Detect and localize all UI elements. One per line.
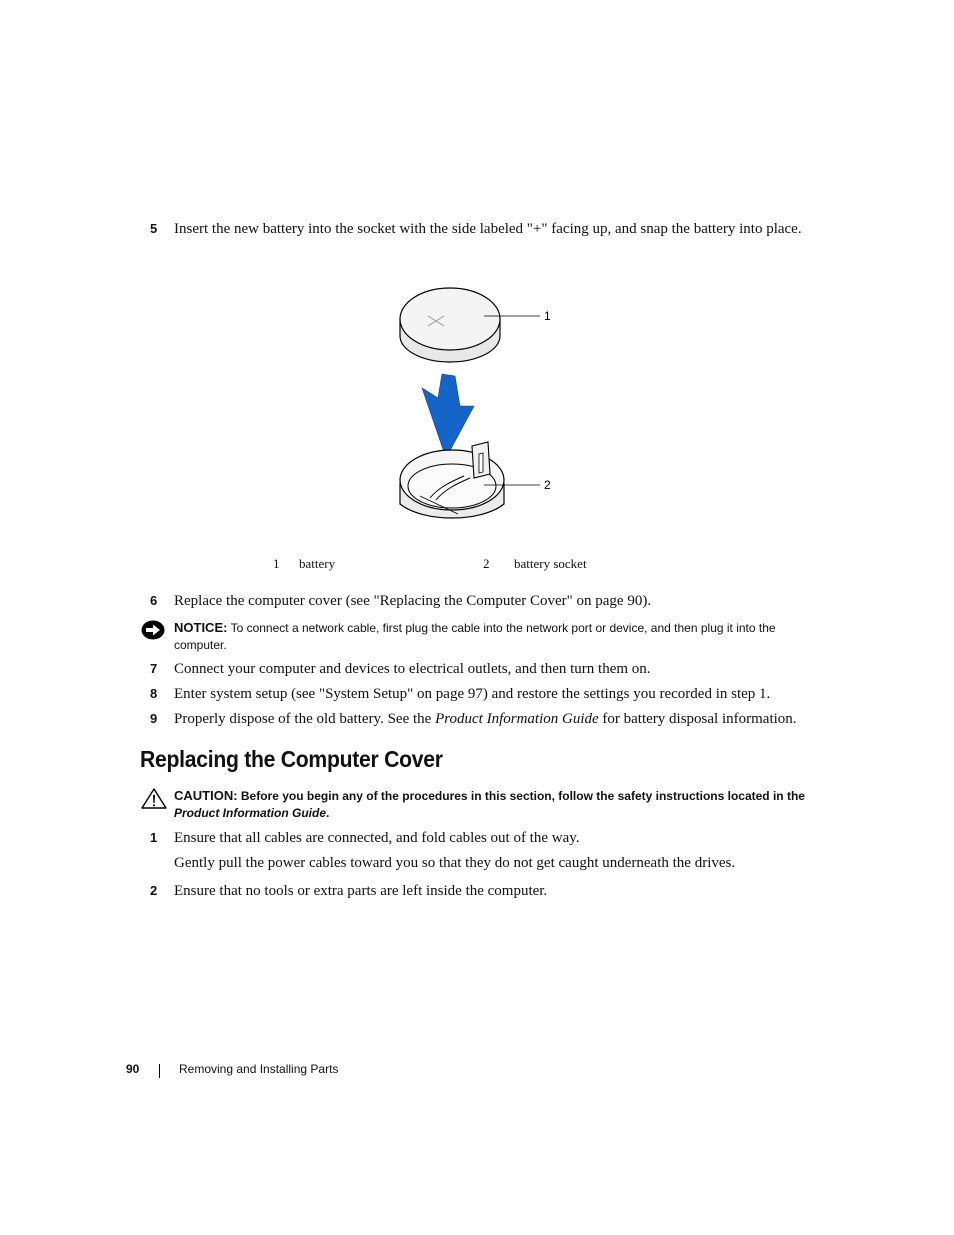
notice-callout [140, 619, 830, 654]
caution-text: Before you begin any of the procedures in this section, follow the safety instructions located in the [240, 789, 805, 803]
notice-text: To connect a network cable, first plug the cable into the network port or device, and then plug it into the computer. [174, 621, 776, 652]
step-text: Ensure that all cables are connected, and fold cables out of the way. [174, 830, 580, 846]
caution-triangle-icon [140, 787, 168, 811]
legend-label-battery: battery [299, 556, 336, 571]
step-9 [150, 709, 830, 729]
battery-socket-illustration [400, 442, 504, 518]
step-number: 5 [150, 221, 158, 236]
page-number: 90 [126, 1062, 140, 1076]
product-info-guide-title: Product Information Guide [435, 711, 599, 727]
battery-figure [380, 276, 580, 546]
step-text-end: for battery disposal information. [598, 711, 797, 727]
step-text: Enter system setup (see "System Setup" on page 97) and restore the settings you recorded in step 1. [174, 686, 771, 702]
notice-label: NOTICE: [174, 620, 228, 635]
step-text: Ensure that no tools or extra parts are left inside the computer. [174, 883, 548, 899]
caution-callout [140, 787, 830, 822]
step-text-start: Properly dispose of the old battery. See the [174, 711, 436, 727]
caution-label: CAUTION: [174, 788, 238, 803]
cover-step-1-note: Gently pull the power cables toward you so that they do not get caught underneath the drives. [174, 855, 736, 871]
step-number: 9 [150, 711, 158, 726]
caution-end: . [326, 806, 330, 820]
callout-label-2: 2 [544, 478, 551, 492]
step-number: 8 [150, 686, 158, 701]
page-footer [126, 1062, 339, 1076]
footer-section-title: Removing and Installing Parts [179, 1062, 339, 1076]
step-text: Insert the new battery into the socket with the side labeled "+" facing up, and snap the battery into place. [174, 221, 802, 237]
step-text: Replace the computer cover (see "Replacing the Computer Cover" on page 90). [174, 593, 652, 609]
footer-divider [159, 1064, 160, 1078]
step-6 [150, 591, 830, 611]
step-number: 2 [150, 883, 158, 898]
legend-number-2: 2 [483, 556, 490, 571]
step-number: 1 [150, 830, 158, 845]
section-heading: Replacing the Computer Cover [140, 746, 443, 772]
cover-step-1 [150, 828, 830, 848]
cover-step-2 [150, 881, 830, 901]
legend-number-1: 1 [273, 556, 280, 571]
step-text: Connect your computer and devices to electrical outlets, and then turn them on. [174, 661, 651, 677]
legend-label-socket: battery socket [514, 556, 587, 571]
step-8 [150, 684, 830, 704]
notice-arrow-icon [140, 619, 166, 641]
step-number: 7 [150, 661, 158, 676]
step-number: 6 [150, 593, 158, 608]
callout-label-1: 1 [544, 309, 551, 323]
caution-guide-title: Product Information Guide [174, 806, 326, 820]
step-text [174, 709, 830, 729]
insert-arrow-icon [422, 374, 474, 458]
step-7 [150, 659, 830, 679]
step-5 [150, 219, 830, 239]
battery-illustration [400, 288, 500, 362]
